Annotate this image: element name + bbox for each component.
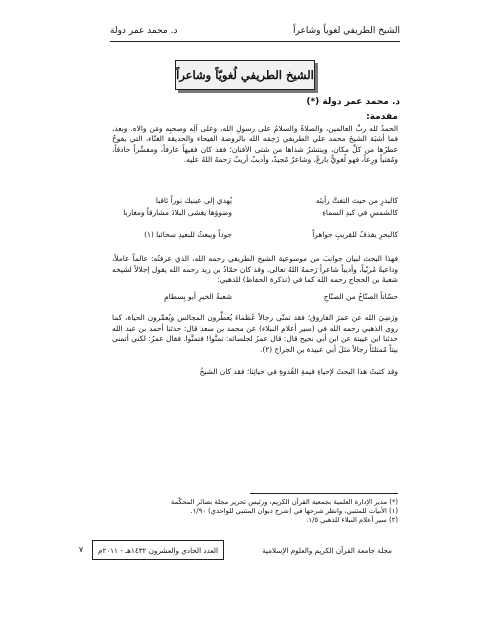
verse-hemistich: وضوؤها يغشى البلادَ مشارقاً ومغاربا xyxy=(123,208,232,217)
verse-hemistich: كالبدرِ من حيث التفتَّ رأيتَه xyxy=(315,196,398,205)
verse-hemistich: كالشمسِ في كبدِ السماءِ xyxy=(322,208,398,217)
intro-paragraph xyxy=(112,124,398,166)
paragraph: فهذا البحث لبيان جوانبَ من موسوعية الشيخ الطريفي رحمه الله، الذي عرفتُه: عالماً عاملاً، وداعيةً مُربّياً، وأديباً شاعراً رَحمهُ اللهُ تعالى. وقد كان حمّادُ بن زيد رحمه الله يقول إجلالاً لشيخه شعبةَ بن الحجاج رحمه الله كما في (تذكرة الحفاظ) للذهبي: xyxy=(112,254,398,285)
section-heading: مقدمة: xyxy=(366,112,398,122)
verse-hemistich: شعبةُ الخيرِ أبو بِسطامِ xyxy=(164,292,232,301)
paragraph: ورَضِيَ الله عن عمرَ الفاروق؛ فقد تمنّى رجالاً عُظماءَ يُعطِّرون المجالس ويُعمِّرون الحياة، كما روى الذهبي رحمه الله في (سير أعلام النبلاء) عن محمد بن سعد قال: حدثنا أحمد بن عبد الله حدثنا ابن عيينة عن ابن أبي نجيح قال: قال عمرُ لجلسائه: تمنَّوا! فتمنَّوا. فقال عمرُ: لكني أتمنى بيتاً مُمتلئاً رجالاً مثلَ أبي عبيدة بن الجراح (٢). xyxy=(112,313,398,354)
author-line: د. محمد عمر دولة (*) xyxy=(306,97,400,107)
page-footer xyxy=(78,540,392,560)
paragraph: وقد كتبتُ هذا البحثَ لإحياءِ قيمةِ القُدوةِ في حياتِنا؛ فقد كان الشيخُ xyxy=(199,367,398,377)
page-number: ٧ xyxy=(78,545,84,554)
verse-line xyxy=(112,208,398,219)
verse-line xyxy=(112,292,398,303)
body-paragraph xyxy=(112,247,398,293)
body-paragraph xyxy=(112,360,398,385)
body-paragraph xyxy=(112,306,398,362)
footer-journal: مجلة جامعة القرآن الكريم والعلوم الإسلامية xyxy=(262,546,392,555)
verse-line xyxy=(112,196,398,207)
paragraph: الحمدُ لله ربِّ العالمين، والصلاةُ والسلامُ على رسولِ الله، وعلى آلِه وصحبِه ومَن والاه. وبعد، فما أشبَهَ الشيخَ محمد علي الطريفي رَحِمَه الله بالروضة الفيحاء والحديقة الغنّاء، التي يفوحُ عطرُها من كلِّ مكان، وينتشرُ شذاها من شتى الأفنان؛ فقد كان فقيهاً عارفاً، ومفسِّراً حاذقاً، ومُفتياً ورِعاً، فهو لُغويٌّ بارعٌ، وشاعرٌ مُجيدٌ، وأديبٌ أريبٌ رَحمهُ اللهُ عليه. xyxy=(112,124,398,165)
footnote: (*) مدير الإدارة العلمية بجمعية القرآن الكريم، ورئيس تحرير مجلة بصائر المحكّمة xyxy=(170,498,398,506)
article-title: الشيخ الطريفي لُغويّاً وشاعراً xyxy=(175,60,315,90)
footer-issue-box xyxy=(92,540,224,560)
running-header xyxy=(110,24,400,42)
header-title: الشيخ الطريفي لغوياً وشاعراً xyxy=(293,26,400,36)
verse-hemistich: كالبحرِ يقذفُ للقريبِ جواهراً xyxy=(312,230,398,239)
footnote-rule xyxy=(250,493,398,494)
verse-hemistich: جوداً ويبعثُ للبعيدِ سحائبا (١) xyxy=(144,230,232,239)
footnote: (١) الأبيات للمتنبي، وانظر شرحها في (شرح ديوان المتنبي للواحدي) ١/٩٠. xyxy=(190,507,398,515)
footnote: (٢) سير أعلام النبلاء للذهبي ١/٥. xyxy=(306,516,398,524)
verse-hemistich: يُهدي إلى عينيك نوراً ثاقبا xyxy=(155,196,232,205)
footer-issue: العدد الحادي والعشرون ١٤٣٢هـ - ٢٠١١م xyxy=(98,545,218,555)
header-rule xyxy=(110,41,400,42)
verse-hemistich: حسّاناً الصنّاجُ من الصنّاجِ xyxy=(323,292,398,301)
footnotes xyxy=(112,498,398,525)
header-author: د. محمد عمر دولة xyxy=(110,26,178,36)
verse-line xyxy=(112,230,398,241)
